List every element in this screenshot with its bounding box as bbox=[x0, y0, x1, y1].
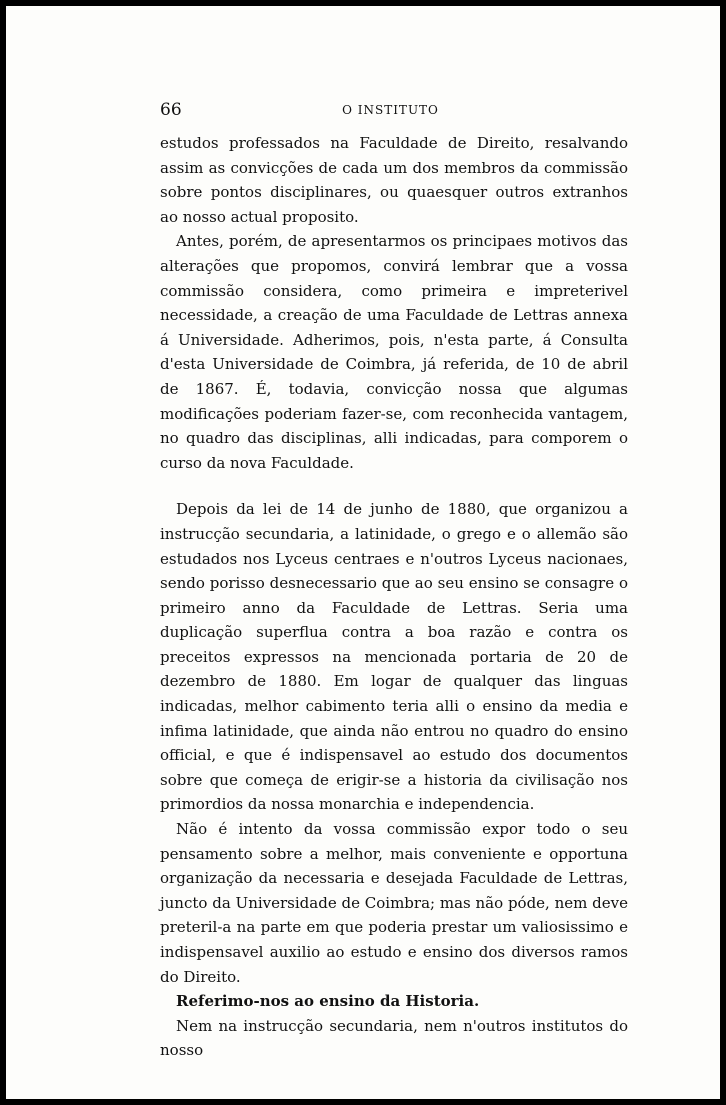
paragraph: Nem na instrucção secundaria, nem n'outros institutos do nosso bbox=[160, 1016, 628, 1060]
paragraph: Depois da lei de 14 de junho de 1880, que organizou a instrucção secundaria, a latinidade, o grego e o allemão são estudados nos Lyceus centraes e n'outros Lyceus nacionaes, sendo porisso desnecessario que ao seu ensino se consagre o primeiro anno da Faculdade de Lettras. Seria uma duplicação superflua contra a boa razão e contra os preceitos expressos na mencionada portaria de 20 de dezembro de 1880. Em logar de qualquer das linguas indicadas, melhor cabimento teria alli o ensino da media e infima latinidade, que ainda não entrou no quadro do ensino official, e que é indispensavel ao estudo dos documentos sobre que começa de erigir-se a historia da civilisação nos primordios da nossa monarchia e independencia. bbox=[160, 500, 628, 814]
running-title: O INSTITUTO bbox=[342, 103, 439, 117]
page-header bbox=[153, 100, 628, 124]
body-text bbox=[160, 131, 628, 1063]
paragraph: Não é intento da vossa commissão expor todo o seu pensamento sobre a melhor, mais conveniente e opportuna organização da necessaria e desejada Faculdade de Lettras, juncto da Universidade de Coimbra; mas não póde, nem deve preteril-a na parte em que poderia prestar um valiosissimo e indispensavel auxilio ao estudo e ensino dos diversos ramos do Direito. bbox=[160, 820, 628, 986]
paragraph: Antes, porém, de apresentarmos os principaes motivos das alterações que propomos, convirá lembrar que a vossa commissão considera, como primeira e impreterivel necessidade, a creação de uma Faculdade de Lettras annexa á Universidade. Adherimos, pois, n'esta parte, á Consulta d'esta Universidade de Coimbra, já referida, de 10 de abril de 1867. É, todavia, convicção nossa que algumas modificações poderiam fazer-se, com reconhecida vantagem, no quadro das disciplinas, alli indicadas, para comporem o curso da nova Faculdade. bbox=[160, 232, 628, 472]
page-number: 66 bbox=[160, 100, 182, 120]
paragraph-continuation: estudos professados na Faculdade de Direito, resalvando assim as convicções de cada um dos membros da commissão sobre pontos disciplinares, ou quaesquer outros extranhos ao nosso actual proposito. bbox=[160, 134, 628, 226]
paragraph: Referimo-nos ao ensino da Historia. bbox=[176, 992, 480, 1011]
